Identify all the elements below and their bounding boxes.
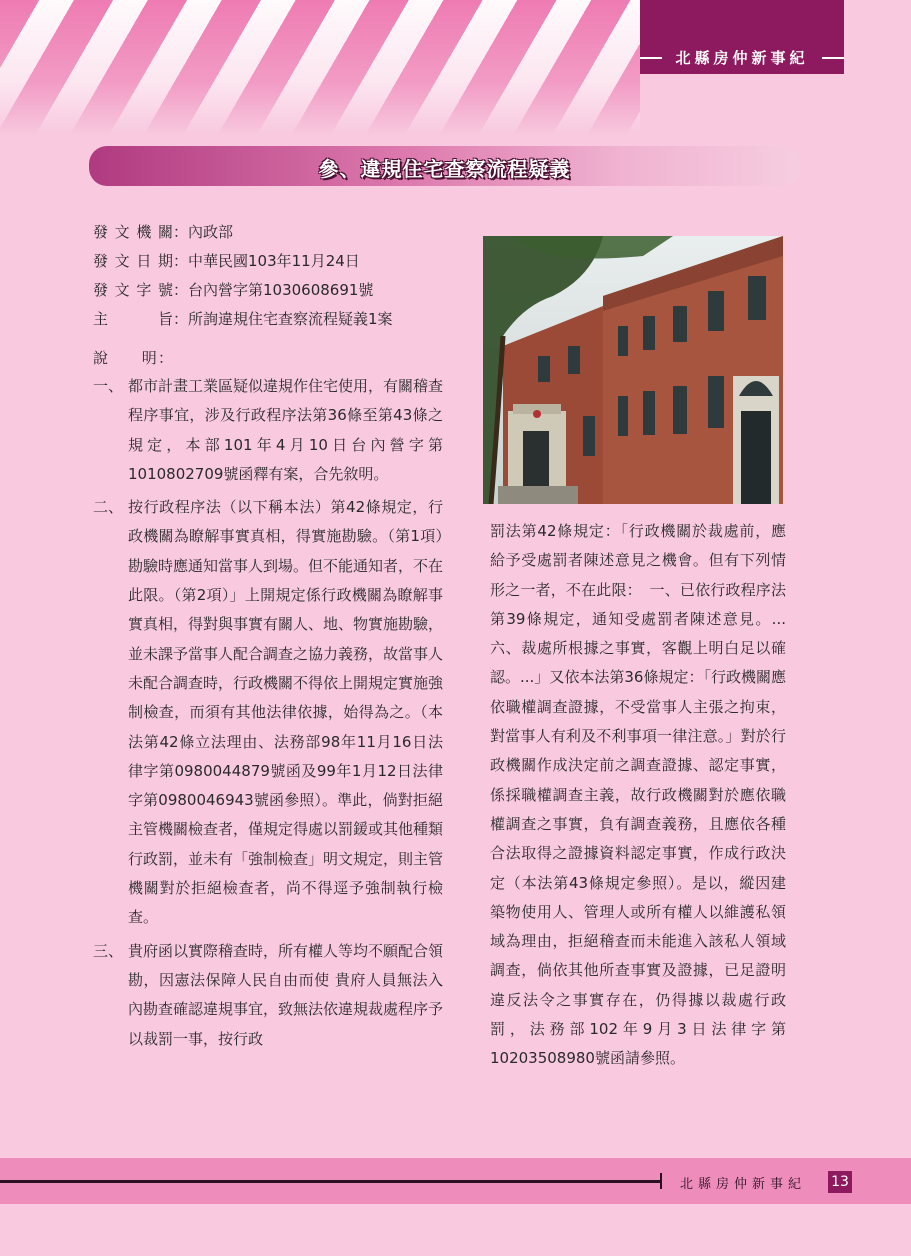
document-meta: [93, 222, 463, 338]
meta-value: ：中華民國103年11月24日: [173, 252, 360, 270]
list-item: [93, 937, 443, 1054]
meta-value: ：台內營字第1030608691號: [173, 281, 374, 299]
meta-value: ：所詢違規住宅查察流程疑義1案: [173, 310, 393, 328]
list-item: [93, 493, 443, 932]
footer-rule: [0, 1180, 662, 1183]
page-number: 13: [828, 1171, 852, 1193]
footer-title: 北縣房仲新事紀: [680, 1177, 807, 1192]
item-number: 二、: [93, 498, 124, 517]
meta-row-number: [93, 280, 463, 309]
right-column-text: 罰法第42條規定：「行政機關於裁處前，應給予受處罰者陳述意見之機會。但有下列情形之一者，不在此限： 一、已依行政程序法第39條規定，通知受處罰者陳述意見。...六、裁處所根據之事實，客觀上明白足以確認。...」又依本法第36條規定：「行政機關應依職權調查證據，不受當事人主張之拘束，對當事人有利及不利事項一律注意。」對於行政機關作成決定前之調查證據、認定事實，係採職權調查主義，故行政機關對於應依職權調查之事實，負有調查義務，且應依各種合法取得之證據資料認定事實，作成行政決定（本法第43條規定參照）。是以，縱因建築物使用人、管理人或所有權人以維護私領域為理由，拒絕稽查而未能進入該私人領域調查，倘依其他所查事實及證據，已足證明違反法令之事實存在，仍得據以裁處行政罰，法務部102年9月3日法律字第10203508980號函請參照。: [490, 522, 786, 1068]
item-number: 三、: [93, 941, 124, 960]
item-number: 一、: [93, 377, 124, 395]
list-item: [93, 372, 443, 489]
meta-value: ：內政部: [173, 223, 234, 241]
item-text: 貴府函以實際稽查時，所有權人等均不願配合領勘，因憲法保障人民自由而使 貴府人員無法入內勘查確認違規事宜，致無法依違規裁處程序予以裁罰一事，按行政: [128, 941, 444, 1048]
header-title: 北縣房仲新事紀: [675, 49, 809, 67]
meta-row-agency: [93, 222, 463, 251]
item-text: 按行政程序法（以下稱本法）第42條規定，行政機關為瞭解事實真相，得實施勘驗。（第1項）勘驗時應通知當事人到場。但不能通知者，不在此限。（第2項）」上開規定係行政機關為瞭解事實真相，得對與事實有關人、地、物實施勘驗，並未課予當事人配合調查之協力義務，故當事人未配合調查時，行政機關不得依上開規定實施強制檢查，而須有其他法律依據，始得為之。（本法第42條立法理由、法務部98年11月16日法律字第0980044879號函及99年1月12日法律字第0980046943號函參照）。準此，倘對拒絕主管機關檢查者，僅規定得處以罰鍰或其他種類行政罰，並未有「強制檢查」明文規定，則主管機關對於拒絕檢查者，尚不得逕予強制執行檢查。: [128, 498, 444, 927]
meta-label: 主 旨: [93, 310, 173, 328]
footer-rule-tick: [660, 1173, 662, 1189]
meta-row-date: [93, 251, 463, 280]
item-text: 都市計畫工業區疑似違規作住宅使用，有關稽查程序事宜，涉及行政程序法第36條至第43條之規定，本部101年4月10日台內營字第1010802709號函釋有案，合先敘明。: [128, 377, 444, 483]
meta-row-subject: [93, 309, 463, 338]
meta-label: 發文字號: [93, 281, 173, 299]
left-column: [93, 372, 443, 1058]
section-banner: [89, 146, 800, 186]
section-title: 參、違規住宅查察流程疑義: [318, 157, 571, 181]
header-rule-right: [822, 57, 844, 59]
meta-label: 發文日期: [93, 252, 173, 270]
building-photo: [483, 236, 783, 504]
decorative-stripes: [0, 0, 640, 135]
explain-label: 說 明：: [93, 349, 173, 367]
header-tab: [640, 0, 844, 74]
header-rule-left: [640, 57, 662, 59]
building-illustration: [483, 236, 783, 504]
meta-label: 發文機關: [93, 223, 173, 241]
